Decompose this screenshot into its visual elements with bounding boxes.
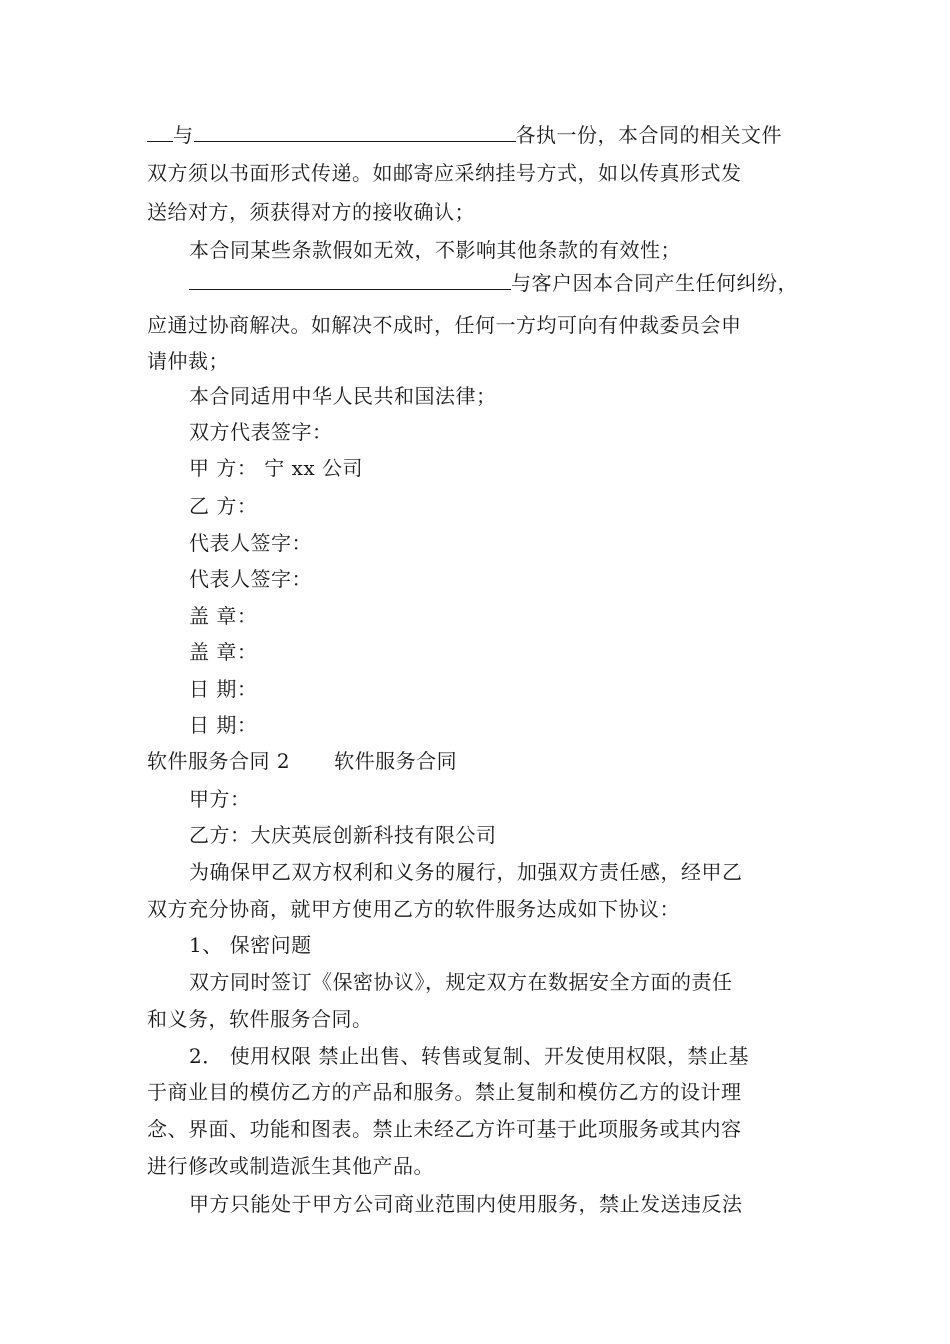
text-line-9: 双方代表签字： [189,420,333,444]
text-line: 念、界面、功能和图表。禁止未经乙方许可基于此项服务或其内容 [147,1117,742,1141]
text-line: 和义务，软件服务合同。 [147,1007,373,1031]
text-line-8: 本合同适用中华人民共和国法律； [189,384,497,408]
section-heading: 软件服务合同 2 软件服务合同 [147,749,458,773]
seal-line: 盖 章： [189,640,258,664]
blank-field [147,119,173,142]
text-line-3: 送给对方，须获得对方的接收确认； [147,200,475,224]
seal-line: 盖 章： [189,604,258,628]
text-line: 于商业目的模仿乙方的产品和服务。禁止复制和模仿乙方的设计理 [147,1080,742,1104]
text-line-5: 与客户因本合同产生任何纠纷， [189,265,829,301]
text-line: 为确保甲乙双方权利和义务的履行，加强双方责任感，经甲乙 [189,860,743,884]
text-line: 双方同时签订《保密协议》，规定双方在数据安全方面的责任 [189,970,733,994]
party-b-line: 乙 方： [189,494,258,518]
rep-signature-line: 代表人签字： [189,531,312,555]
text-line-6: 应通过协商解决。如解决不成时，任何一方均可向有仲裁委员会申 [147,313,742,337]
text-line: 进行修改或制造派生其他产品。 [147,1154,434,1178]
text-line-7: 请仲裁； [147,349,229,373]
clause-heading: 1、 保密问题 [189,933,312,957]
text-line-4: 本合同某些条款假如无效，不影响其他条款的有效性； [189,238,681,262]
blank-field [189,267,511,290]
party-a-line: 甲方： [189,787,251,811]
text-line-1: 与 各执一份，本合同的相关文件 [147,117,827,153]
date-line: 日 期： [189,713,258,737]
party-a-line: 甲 方： 宁 xx 公司 [189,456,363,480]
party-b-line: 乙方：大庆英辰创新科技有限公司 [189,823,497,847]
text-line-2: 双方须以书面形式传递。如邮寄应采纳挂号方式，如以传真形式发 [147,161,742,185]
clause-heading: 2． 使用权限 禁止出售、转售或复制、开发使用权限，禁止基 [189,1044,749,1068]
date-line: 日 期： [189,677,258,701]
text-line: 双方充分协商，就甲方使用乙方的软件服务达成如下协议： [147,897,680,921]
text-line: 甲方只能处于甲方公司商业范围内使用服务，禁止发送违反法 [189,1192,743,1216]
rep-signature-line: 代表人签字： [189,567,312,591]
blank-field [194,119,516,142]
